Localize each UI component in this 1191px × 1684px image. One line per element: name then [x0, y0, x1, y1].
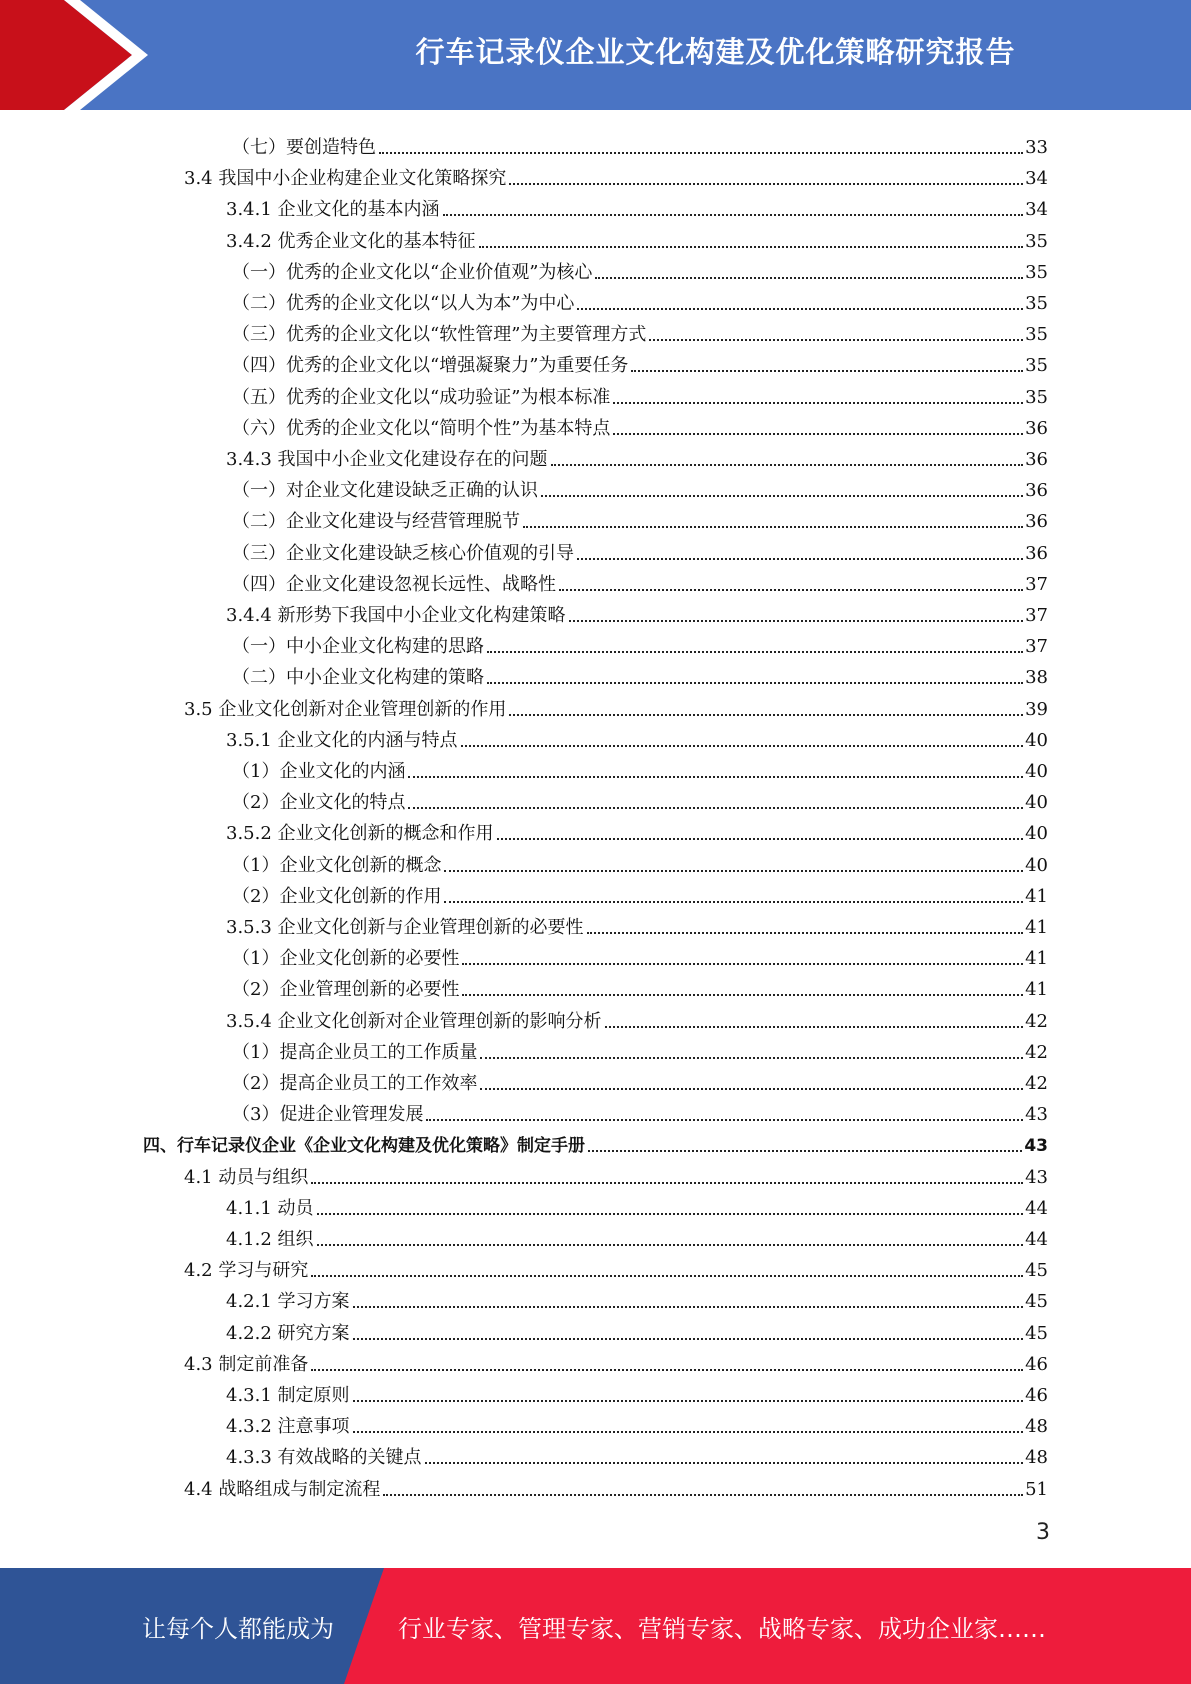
footer-slogan-right: 行业专家、管理专家、营销专家、战略专家、成功企业家……	[398, 1614, 1046, 1643]
toc-dot-leader	[462, 963, 1023, 965]
toc-dot-leader	[577, 558, 1023, 560]
toc-entry[interactable]	[232, 284, 1048, 315]
toc-entry-page: 45	[1025, 1260, 1048, 1282]
toc-dot-leader	[426, 1119, 1023, 1121]
toc-entry-page: 45	[1025, 1322, 1048, 1344]
toc-dot-leader	[311, 1369, 1023, 1371]
toc-entry-title: 4.4 战略组成与制定流程	[184, 1478, 381, 1500]
document-title: 行车记录仪企业文化构建及优化策略研究报告	[415, 34, 1016, 69]
toc-dot-leader	[480, 1057, 1023, 1059]
toc-entry-title: 3.5.1 企业文化的内涵与特点	[226, 729, 458, 751]
toc-entry-page: 33	[1025, 137, 1048, 158]
toc-entry-page: 34	[1025, 168, 1048, 190]
toc-dot-leader	[613, 433, 1023, 435]
page-header	[0, 0, 1191, 110]
toc-dot-leader	[551, 464, 1024, 466]
toc-entry-page: 44	[1025, 1197, 1048, 1219]
toc-entry-title: 3.5.4 企业文化创新对企业管理创新的影响分析	[226, 1010, 602, 1032]
toc-entry-page: 36	[1025, 480, 1048, 502]
toc-entry[interactable]	[184, 1345, 1048, 1376]
toc-dot-leader	[461, 745, 1024, 747]
toc-entry[interactable]	[226, 1189, 1048, 1220]
toc-dot-leader	[613, 402, 1023, 404]
toc-dot-leader	[487, 651, 1023, 653]
toc-entry-title: （1）企业文化的内涵	[232, 761, 406, 782]
toc-dot-leader	[443, 214, 1024, 216]
toc-entry-page: 46	[1025, 1353, 1048, 1375]
toc-dot-leader	[577, 308, 1023, 310]
toc-entry[interactable]	[232, 627, 1048, 658]
toc-entry-title: （二）中小企业文化构建的策略	[232, 667, 484, 689]
toc-entry[interactable]	[232, 846, 1048, 877]
toc-entry[interactable]	[232, 534, 1048, 565]
toc-entry[interactable]	[226, 1282, 1048, 1313]
chevron-logo-icon	[0, 0, 160, 110]
toc-entry-title: （1）提高企业员工的工作质量	[232, 1041, 478, 1063]
toc-entry[interactable]	[232, 939, 1048, 970]
toc-entry-page: 44	[1025, 1229, 1048, 1250]
toc-entry[interactable]	[184, 1158, 1048, 1189]
toc-entry-page: 48	[1025, 1416, 1048, 1438]
toc-entry-page: 43	[1025, 1104, 1048, 1126]
toc-dot-leader	[605, 1026, 1024, 1028]
toc-entry[interactable]	[232, 658, 1048, 689]
toc-entry-title: 3.4.3 我国中小企业文化建设存在的问题	[226, 449, 548, 470]
toc-dot-leader	[480, 1088, 1023, 1090]
toc-entry[interactable]	[143, 1126, 1048, 1157]
toc-entry-page: 48	[1025, 1447, 1048, 1469]
toc-entry[interactable]	[232, 783, 1048, 814]
toc-entry[interactable]	[232, 1033, 1048, 1064]
toc-dot-leader	[587, 932, 1024, 934]
toc-entry-title: 3.5.2 企业文化创新的概念和作用	[226, 823, 494, 845]
page-footer	[0, 1568, 1191, 1684]
toc-dot-leader	[559, 589, 1023, 591]
toc-entry-page: 40	[1025, 854, 1048, 876]
toc-entry-title: 4.2.1 学习方案	[226, 1291, 350, 1313]
toc-entry[interactable]	[184, 159, 1048, 190]
toc-entry-title: （三）企业文化建设缺乏核心价值观的引导	[232, 542, 574, 564]
toc-entry[interactable]	[184, 690, 1048, 721]
toc-entry-title: （2）提高企业员工的工作效率	[232, 1073, 478, 1094]
toc-entry-page: 35	[1025, 324, 1048, 346]
toc-entry-title: 4.3.3 有效战略的关键点	[226, 1447, 422, 1469]
toc-entry[interactable]	[226, 1407, 1048, 1438]
toc-entry[interactable]	[184, 1470, 1048, 1501]
toc-dot-leader	[509, 714, 1023, 716]
toc-entry-title: （六）优秀的企业文化以“简明个性”为基本特点	[232, 417, 611, 439]
toc-entry-title: （1）企业文化创新的概念	[232, 854, 442, 876]
toc-entry-page: 40	[1025, 761, 1048, 782]
toc-entry-page: 46	[1025, 1385, 1048, 1406]
toc-entry-page: 45	[1025, 1291, 1048, 1313]
toc-entry[interactable]	[232, 565, 1048, 596]
toc-entry-title: （五）优秀的企业文化以“成功验证”为根本标准	[232, 386, 611, 408]
toc-entry-page: 43	[1025, 1166, 1048, 1188]
toc-entry-page: 41	[1025, 979, 1048, 1001]
toc-entry-title: 四、行车记录仪企业《企业文化构建及优化策略》制定手册	[143, 1136, 585, 1157]
toc-entry-title: （一）优秀的企业文化以“企业价值观”为核心	[232, 261, 593, 283]
toc-dot-leader	[353, 1400, 1024, 1402]
toc-dot-leader	[317, 1213, 1024, 1215]
toc-entry[interactable]	[232, 1095, 1048, 1126]
toc-dot-leader	[383, 1494, 1023, 1496]
toc-entry[interactable]	[226, 814, 1048, 845]
toc-entry-title: 3.4.2 优秀企业文化的基本特征	[226, 230, 476, 252]
toc-entry-title: 3.4.4 新形势下我国中小企业文化构建策略	[226, 605, 566, 626]
toc-entry[interactable]	[232, 502, 1048, 533]
toc-entry-title: （2）企业文化的特点	[232, 792, 406, 814]
toc-entry[interactable]	[232, 378, 1048, 409]
toc-entry-page: 37	[1025, 605, 1048, 626]
toc-entry[interactable]	[232, 346, 1048, 377]
toc-entry-page: 37	[1025, 636, 1048, 658]
toc-entry[interactable]	[232, 409, 1048, 440]
toc-entry-page: 35	[1025, 386, 1048, 408]
toc-entry-title: 4.3 制定前准备	[184, 1353, 309, 1375]
toc-dot-leader	[353, 1431, 1024, 1433]
toc-entry-title: （2）企业文化创新的作用	[232, 885, 442, 907]
toc-entry-title: 4.1.1 动员	[226, 1197, 314, 1219]
toc-entry-page: 35	[1025, 293, 1048, 314]
toc-entry-title: （二）优秀的企业文化以“以人为本”为中心	[232, 293, 575, 314]
toc-entry[interactable]	[226, 440, 1048, 471]
toc-dot-leader	[408, 776, 1023, 778]
toc-entry-page: 43	[1024, 1136, 1048, 1157]
toc-dot-leader	[588, 1150, 1022, 1152]
toc-entry[interactable]	[232, 752, 1048, 783]
toc-entry-title: （四）企业文化建设忽视长远性、战略性	[232, 573, 556, 595]
toc-dot-leader	[425, 1462, 1024, 1464]
toc-entry-page: 36	[1025, 542, 1048, 564]
toc-dot-leader	[379, 152, 1023, 154]
toc-entry-title: （一）对企业文化建设缺乏正确的认识	[232, 480, 538, 502]
toc-entry[interactable]	[184, 1251, 1048, 1282]
toc-entry-title: （二）企业文化建设与经营管理脱节	[232, 511, 520, 533]
toc-entry-title: （七）要创造特色	[232, 137, 376, 158]
toc-entry-page: 40	[1025, 729, 1048, 751]
toc-dot-leader	[353, 1306, 1024, 1308]
toc-entry[interactable]	[226, 908, 1048, 939]
toc-entry[interactable]	[226, 1002, 1048, 1033]
toc-entry-page: 42	[1025, 1010, 1048, 1032]
toc-entry[interactable]	[226, 1220, 1048, 1251]
toc-entry-title: 4.2 学习与研究	[184, 1260, 309, 1282]
toc-entry[interactable]	[226, 1376, 1048, 1407]
toc-entry-title: 4.3.2 注意事项	[226, 1416, 350, 1438]
toc-dot-leader	[649, 339, 1023, 341]
toc-entry[interactable]	[232, 970, 1048, 1001]
toc-dot-leader	[569, 620, 1024, 622]
toc-dot-leader	[523, 526, 1023, 528]
toc-entry-title: 3.4 我国中小企业构建企业文化策略探究	[184, 168, 507, 190]
toc-dot-leader	[631, 370, 1023, 372]
toc-entry-title: 4.1.2 组织	[226, 1229, 314, 1250]
toc-entry-page: 42	[1025, 1041, 1048, 1063]
toc-entry-title: 3.5.3 企业文化创新与企业管理创新的必要性	[226, 917, 584, 938]
toc-dot-leader	[353, 1338, 1024, 1340]
toc-entry-page: 40	[1025, 792, 1048, 814]
toc-dot-leader	[311, 1275, 1023, 1277]
toc-dot-leader	[408, 807, 1023, 809]
toc-entry[interactable]	[226, 1314, 1048, 1345]
toc-entry-title: 4.3.1 制定原则	[226, 1385, 350, 1406]
toc-entry[interactable]	[226, 1438, 1048, 1469]
toc-entry-page: 40	[1025, 823, 1048, 845]
toc-entry[interactable]	[232, 315, 1048, 346]
toc-entry[interactable]	[226, 596, 1048, 627]
toc-entry-title: 4.2.2 研究方案	[226, 1322, 350, 1344]
toc-entry-page: 42	[1025, 1073, 1048, 1094]
toc-entry[interactable]	[232, 128, 1048, 159]
toc-entry-page: 35	[1025, 230, 1048, 252]
toc-dot-leader	[595, 277, 1023, 279]
toc-entry-page: 37	[1025, 573, 1048, 595]
toc-dot-leader	[311, 1182, 1023, 1184]
toc-entry-title: （一）中小企业文化构建的思路	[232, 636, 484, 658]
toc-dot-leader	[541, 495, 1023, 497]
toc-entry[interactable]	[232, 877, 1048, 908]
toc-entry-title: （1）企业文化创新的必要性	[232, 948, 460, 970]
toc-dot-leader	[497, 838, 1024, 840]
toc-entry[interactable]	[232, 471, 1048, 502]
toc-entry-page: 36	[1025, 511, 1048, 533]
toc-entry-page: 35	[1025, 355, 1048, 377]
page-number: 3	[1036, 1520, 1050, 1545]
toc-dot-leader	[479, 246, 1024, 248]
toc-entry-title: 3.4.1 企业文化的基本内涵	[226, 199, 440, 221]
toc-entry-title: 3.5 企业文化创新对企业管理创新的作用	[184, 698, 507, 720]
toc-entry-page: 36	[1025, 449, 1048, 470]
toc-entry-page: 41	[1025, 885, 1048, 907]
toc-dot-leader	[487, 682, 1023, 684]
toc-entry-page: 39	[1025, 698, 1048, 720]
toc-dot-leader	[509, 183, 1023, 185]
toc-entry-page: 36	[1025, 417, 1048, 439]
toc-entry-title: （2）企业管理创新的必要性	[232, 979, 460, 1001]
toc-dot-leader	[462, 994, 1023, 996]
toc-entry-title: （三）优秀的企业文化以“软性管理”为主要管理方式	[232, 324, 647, 346]
toc-entry-page: 51	[1025, 1478, 1048, 1500]
toc-dot-leader	[444, 901, 1023, 903]
toc-entry-page: 35	[1025, 261, 1048, 283]
toc-entry-title: （3）促进企业管理发展	[232, 1104, 424, 1126]
toc-dot-leader	[444, 870, 1023, 872]
toc-dot-leader	[317, 1244, 1024, 1246]
toc-entry[interactable]	[232, 1064, 1048, 1095]
toc-entry-page: 41	[1025, 917, 1048, 938]
footer-slogan-left: 让每个人都能成为	[142, 1614, 334, 1643]
toc-entry-title: 4.1 动员与组织	[184, 1166, 309, 1188]
toc-entry-title: （四）优秀的企业文化以“增强凝聚力”为重要任务	[232, 355, 629, 377]
toc-entry-page: 41	[1025, 948, 1048, 970]
toc-entry[interactable]	[226, 222, 1048, 253]
toc-entry[interactable]	[226, 190, 1048, 221]
toc-entry-page: 34	[1025, 199, 1048, 221]
toc-entry-page: 38	[1025, 667, 1048, 689]
toc-entry[interactable]	[232, 253, 1048, 284]
toc-entry[interactable]	[226, 721, 1048, 752]
